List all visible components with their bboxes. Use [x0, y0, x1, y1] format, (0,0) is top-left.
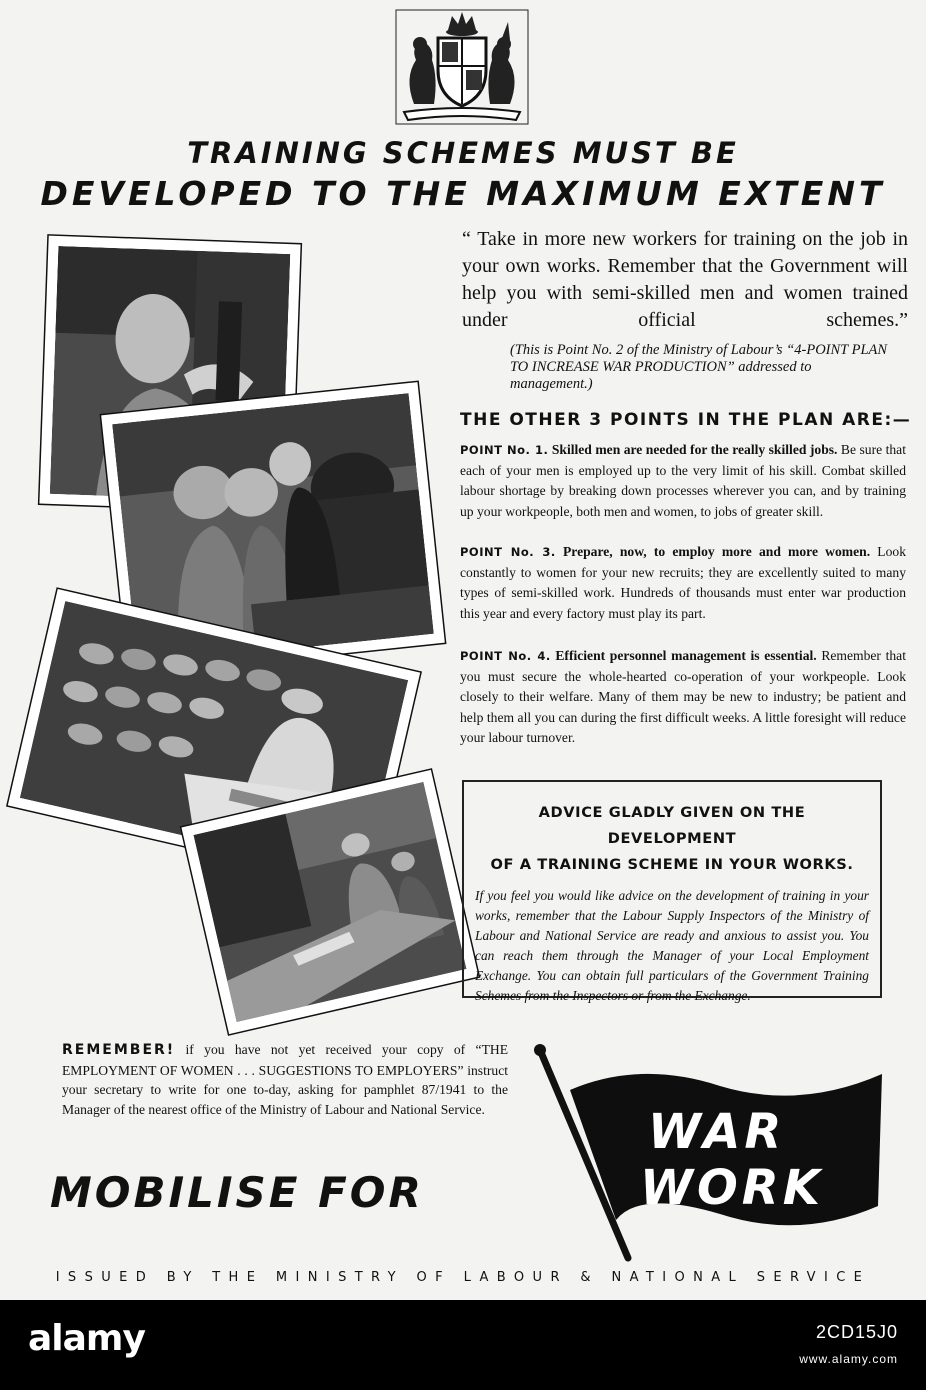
point-3-label: POINT No. 3. — [460, 545, 556, 559]
point-3-title: Prepare, now, to employ more and more women. — [562, 544, 871, 559]
point-1-label: POINT No. 1. — [460, 443, 549, 457]
image-id: 2CD15J0 — [815, 1322, 898, 1342]
advice-box — [462, 780, 882, 1003]
headline-line-2: DEVELOPED TO THE MAXIMUM EXTENT — [40, 174, 886, 213]
royal-crest-image — [394, 8, 530, 126]
point-1 — [460, 440, 906, 522]
point-4 — [460, 646, 906, 749]
point-1-title: Skilled men are needed for the really skilled jobs. — [551, 442, 838, 457]
main-quote — [462, 226, 908, 334]
advice-heading — [475, 800, 869, 878]
flag-word-war: WAR — [648, 1104, 786, 1160]
point-3 — [460, 542, 906, 624]
watermark-url: www.alamy.com — [799, 1352, 898, 1366]
remember-note — [62, 1040, 508, 1119]
quote-text: “ Take in more new workers for training on the job in your own works. Remember that the Government will help you with semi-skilled men and women trained under official schemes.” — [462, 228, 908, 331]
point-1-body: Be sure that each of your men is employed up to the very limit of his skill. Combat skilled labour shortage by breaking down processes wherever you can, and by training up your workpeople, both men and women, to jobs of greater skill. — [460, 442, 906, 519]
other-points-heading: THE OTHER 3 POINTS IN THE PLAN ARE:— — [460, 410, 912, 430]
alamy-logo: alamy — [28, 1318, 145, 1359]
remember-text: if you have not yet received your copy of “THE EMPLOYMENT OF WOMEN . . . SUGGESTIONS TO EMPLOYERS” instruct your secretary to write for one to-day, asking for pamphlet 87/1941 to the Manager of the nearest office of the Ministry of Labour and National Service. — [62, 1042, 508, 1117]
point-4-label: POINT No. 4. — [460, 649, 551, 663]
advice-heading-line-2: OF A TRAINING SCHEME IN YOUR WORKS. — [490, 856, 854, 873]
quote-note: (This is Point No. 2 of the Ministry of Labour’s “4-POINT PLAN TO INCREASE WAR PRODUCTION” addressed to management.) — [510, 342, 888, 392]
point-4-title: Efficient personnel management is essential. — [555, 648, 817, 663]
headline-line-1: TRAINING SCHEMES MUST BE — [187, 136, 739, 170]
remember-label: REMEMBER! — [62, 1042, 176, 1058]
issued-by-footer: ISSUED BY THE MINISTRY OF LABOUR & NATIONAL SERVICE — [55, 1270, 871, 1285]
war-work-flag — [530, 1044, 890, 1262]
mobilise-slogan: MOBILISE FOR — [50, 1168, 424, 1217]
point-3-body: Look constantly to women for your new recruits; they are excellently suited to many types of semi-skilled work. Hundreds of thousands must enter war production this year and every factory must play its part. — [460, 544, 906, 621]
point-4-body: Remember that you must secure the whole-hearted co-operation of your workpeople. Look closely to their welfare. Many of them may be new to industry; be patient and help them all you can during the first difficult weeks. A little foresight will reduce your labour turnover. — [460, 648, 906, 745]
advice-body: If you feel you would like advice on the development of training in your works, remember that the Labour Supply Inspectors of the Ministry of Labour and National Service are ready and anxious to assist you. You can reach them through the Manager of your Local Employment Exchange. You can obtain full particulars of the Government Training Schemes from the Inspectors or from the Exchange. — [475, 888, 869, 1003]
flag-word-work: WORK — [640, 1160, 824, 1216]
advice-heading-line-1: ADVICE GLADLY GIVEN ON THE DEVELOPMENT — [538, 804, 806, 847]
